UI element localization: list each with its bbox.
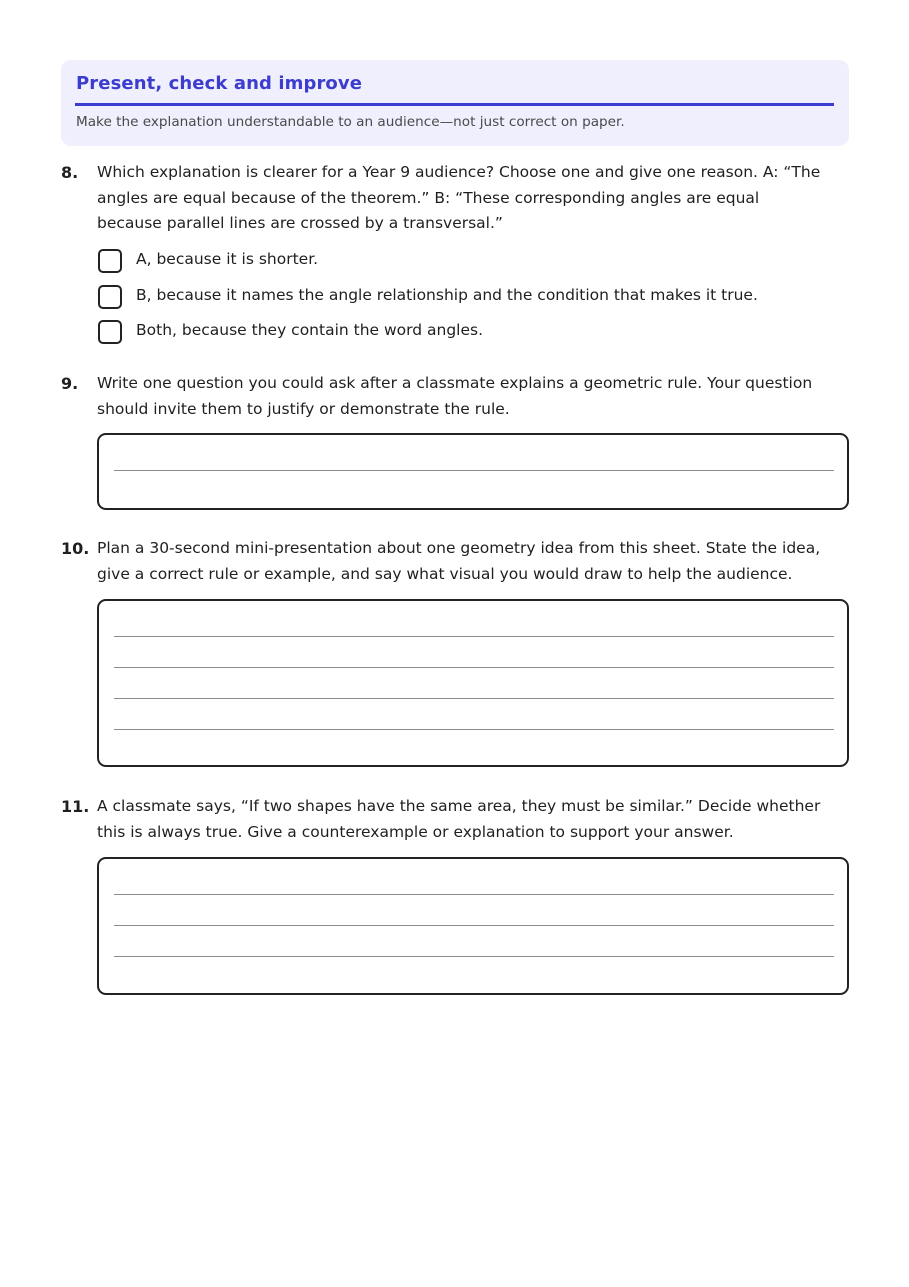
writing-line [114,729,834,730]
answer-box-10[interactable] [97,599,849,767]
writing-line [114,470,834,471]
option-both[interactable] [97,320,817,348]
question-number: 10. [61,539,90,558]
option-both-label: Both, because they contain the word angles. [136,321,484,339]
answer-box-9[interactable] [97,433,849,510]
answer-box-11[interactable] [97,857,849,995]
writing-line [114,636,834,637]
section-subtitle: Make the explanation understandable to an audience—not just correct on paper. [76,114,625,130]
option-b-label: B, because it names the angle relationship and the condition that makes it true. [136,286,758,304]
option-both-checkbox[interactable] [98,320,122,344]
writing-line [114,698,834,699]
option-a-label: A, because it is shorter. [136,250,319,268]
option-b-checkbox[interactable] [98,285,122,309]
option-b[interactable] [97,285,817,313]
section-title: Present, check and improve [76,73,363,94]
question-text: Write one question you could ask after a classmate explains a geometric rule. Your question should invite them to justify or demonstrate the rule. [97,374,813,418]
question-text: Which explanation is clearer for a Year 9 audience? Choose one and give one reason. A: “The angles are equal because of the theorem.” B: “These corresponding angles are equal because parallel lines are crossed by a transversal.” [97,163,821,232]
question-number: 8. [61,163,79,182]
section-header [61,60,849,146]
writing-line [114,956,834,957]
question-text: Plan a 30-second mini-presentation about one geometry idea from this sheet. State the idea, give a correct rule or example, and say what visual you would draw to help the audience. [97,539,821,583]
question-text: A classmate says, “If two shapes have the same area, they must be similar.” Decide whether this is always true. Give a counterexample or explanation to support your answer. [97,797,821,841]
option-a[interactable] [97,249,817,277]
option-a-checkbox[interactable] [98,249,122,273]
writing-line [114,894,834,895]
question-number: 9. [61,374,79,393]
section-title-underline [75,103,834,106]
writing-line [114,667,834,668]
question-number: 11. [61,797,90,816]
writing-line [114,925,834,926]
